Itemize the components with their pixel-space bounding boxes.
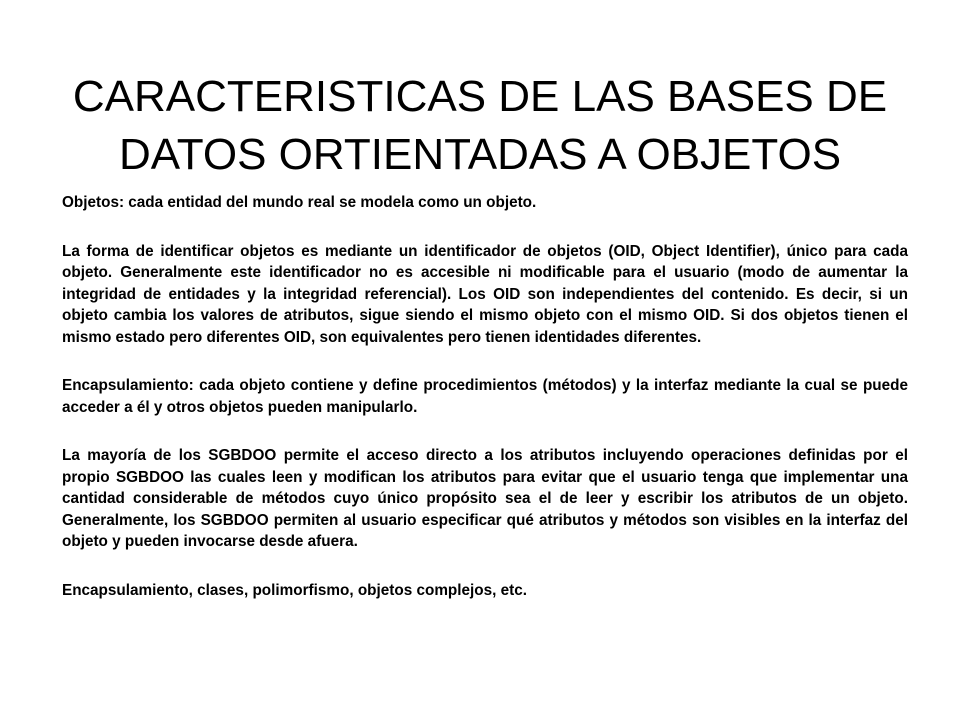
slide-title-line-2: DATOS ORTIENTADAS A OBJETOS [118, 130, 842, 179]
paragraph-sgbdoo: La mayoría de los SGBDOO permite el acceso directo a los atributos incluyendo operaciones definidas por el propio SGBDOO las cuales leen y modifican los atributos para evitar que el usuario tenga que implementar una cantidad considerable de métodos cuyo único propósito sea el de leer y escribir los atributos de un objeto. Generalmente, los SGBDOO permiten al usuario especificar qué atributos y métodos son visibles en la interfaz del objeto y pueden invocarse desde afuera. [62, 447, 908, 550]
paragraph-encapsulamiento: Encapsulamiento: cada objeto contiene y define procedimientos (métodos) y la interfaz mediante la cual se puede acceder a él y otros objetos pueden manipularlo. [62, 377, 908, 416]
paragraph-summary: Encapsulamiento, clases, polimorfismo, objetos complejos, etc. [62, 581, 527, 599]
paragraph-objetos: Objetos: cada entidad del mundo real se modela como un objeto. [62, 194, 537, 211]
slide-title [60, 68, 900, 184]
paragraph-oid: La forma de identificar objetos es mediante un identificador de objetos (OID, Object Identifier), único para cada objeto. Generalmente este identificador no es accesible ni modificable para el usuario (modo de aumentar la integridad de entidades y la integridad referencial). Los OID son independientes del contenido. Es decir, si un objeto cambia los valores de atributos, sigue siendo el mismo objeto con el mismo OID. Si dos objetos tienen el mismo estado pero diferentes OID, son equivalentes pero tienen identidades diferentes. [62, 242, 908, 346]
slide-body [62, 192, 908, 601]
slide-title-line-1: CARACTERISTICAS DE LAS BASES DE [72, 72, 888, 121]
